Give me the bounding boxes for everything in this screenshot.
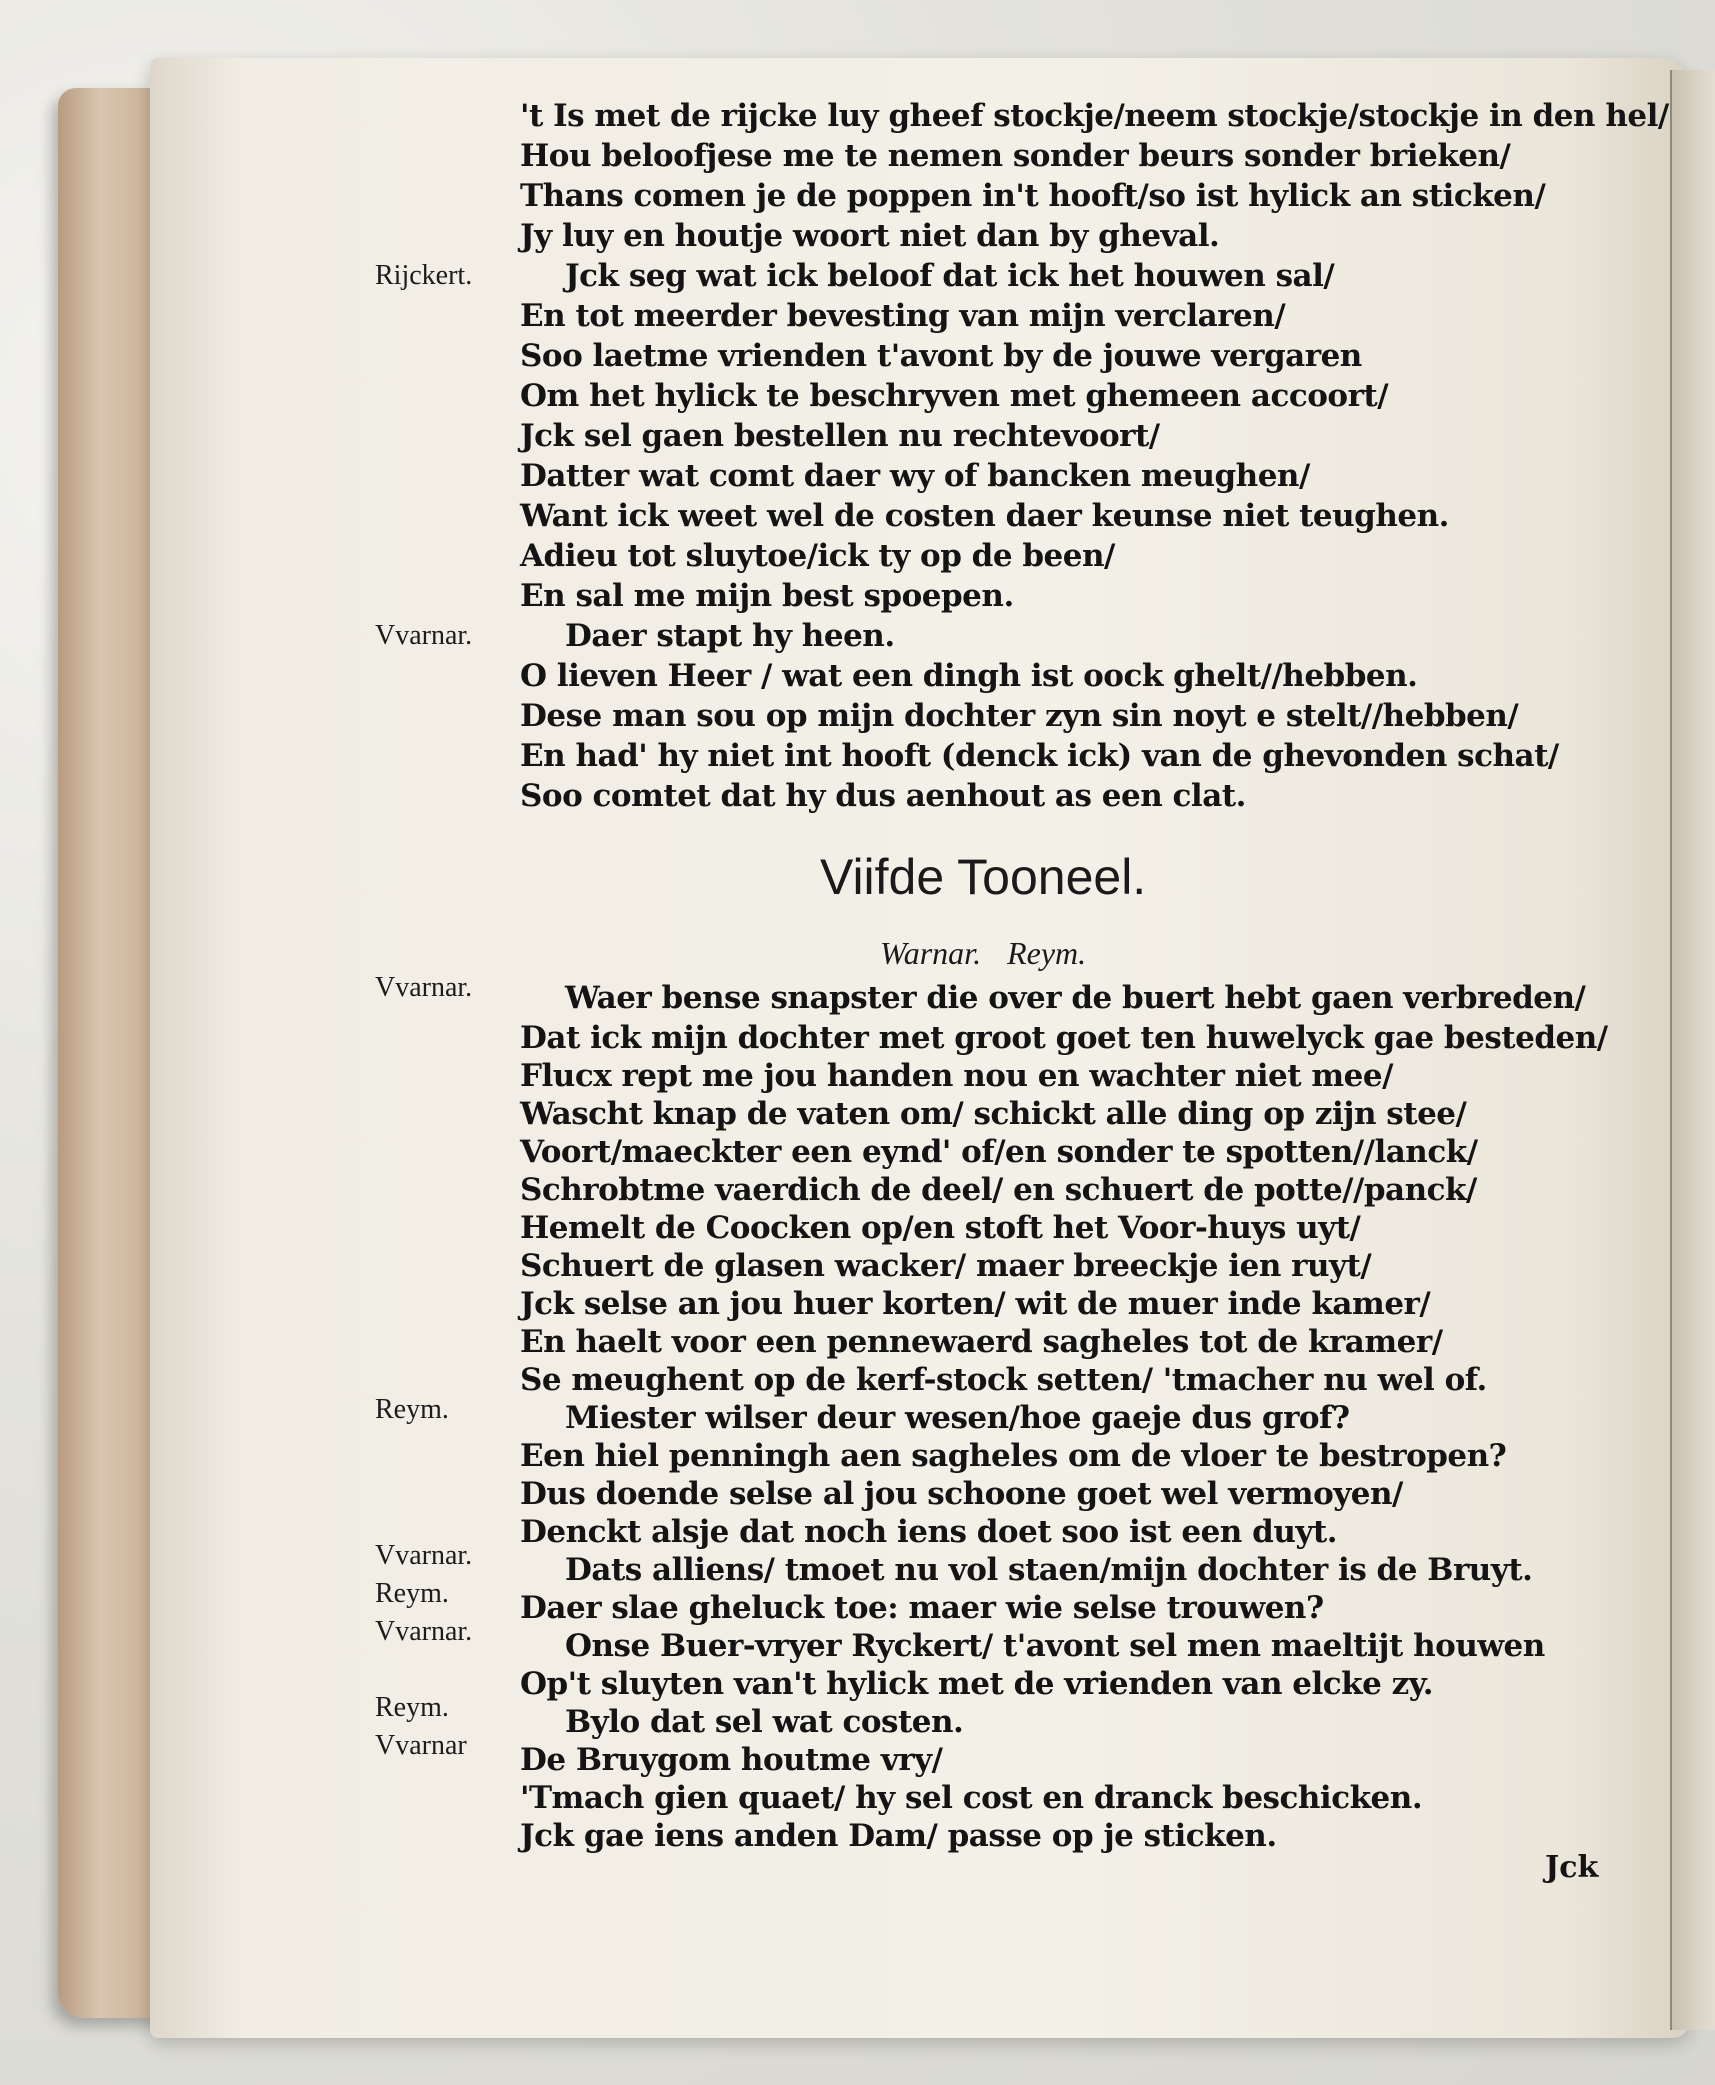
verse-line: Hemelt de Coocken op/en stoft het Voor-huys uyt/	[520, 1210, 1361, 1246]
verse-line: Bylo dat sel wat costen.	[565, 1704, 964, 1740]
verse-line: Schuert de glasen wacker/ maer breeckje ien ruyt/	[520, 1248, 1372, 1284]
verse-line: Want ick weet wel de costen daer keunse niet teughen.	[520, 498, 1449, 534]
verse-line: Daer stapt hy heen.	[565, 618, 895, 654]
speaker-label: Rijckert.	[375, 260, 473, 291]
verse-line: Jck seg wat ick beloof dat ick het houwen sal/	[565, 258, 1335, 294]
speaker-label: Vvarnar.	[375, 1540, 473, 1571]
verse-line: Hou beloofjese me te nemen sonder beurs sonder brieken/	[520, 138, 1511, 174]
verse-line: Dats alliens/ tmoet nu vol staen/mijn dochter is de Bruyt.	[565, 1552, 1533, 1588]
verse-line: Dat ick mijn dochter met groot goet ten huwelyck gae besteden/	[520, 1020, 1608, 1056]
verse-line: Schrobtme vaerdich de deel/ en schuert de potte//panck/	[520, 1172, 1477, 1208]
verse-line: De Bruygom houtme vry/	[520, 1742, 943, 1778]
verse-line: O lieven Heer / wat een dingh ist oock ghelt//hebben.	[520, 658, 1418, 694]
verse-line: Wascht knap de vaten om/ schickt alle ding op zijn stee/	[520, 1096, 1467, 1132]
scene-persons: Warnar. Reym.	[880, 935, 1087, 971]
verse-line: Adieu tot sluytoe/ick ty op de been/	[520, 538, 1115, 574]
facing-page-edge	[1670, 70, 1715, 2030]
speaker-label: Vvarnar.	[375, 972, 473, 1003]
catchword: Jck	[1545, 1850, 1599, 1885]
verse-line: Voort/maeckter een eynd' of/en sonder te spotten//lanck/	[520, 1134, 1478, 1170]
speaker-label: Reym.	[375, 1692, 449, 1723]
verse-line: Se meughent op de kerf-stock setten/ 'tmacher nu wel of.	[520, 1362, 1487, 1398]
verse-line: Jck sel gaen bestellen nu rechtevoort/	[520, 418, 1160, 454]
scene-heading: Viifde Tooneel.	[820, 849, 1147, 905]
verse-line: Onse Buer-vryer Ryckert/ t'avont sel men maeltijt houwen	[565, 1628, 1545, 1664]
verse-line: En tot meerder bevesting van mijn verclaren/	[520, 298, 1286, 334]
verse-line: Jck gae iens anden Dam/ passe op je sticken.	[520, 1818, 1277, 1854]
verse-line: Jck selse an jou huer korten/ wit de muer inde kamer/	[520, 1286, 1431, 1322]
speaker-label: Vvarnar.	[375, 1616, 473, 1647]
verse-line: Dus doende selse al jou schoone goet wel vermoyen/	[520, 1476, 1403, 1512]
speaker-label: Reym.	[375, 1394, 449, 1425]
speaker-label: Vvarnar.	[375, 620, 473, 651]
verse-line: 'Tmach gien quaet/ hy sel cost en dranck beschicken.	[520, 1780, 1423, 1816]
verse-line: Op't sluyten van't hylick met de vrienden van elcke zy.	[520, 1666, 1434, 1702]
verse-line: Flucx rept me jou handen nou en wachter niet mee/	[520, 1058, 1393, 1094]
verse-line: Thans comen je de poppen in't hooft/so ist hylick an sticken/	[520, 178, 1546, 214]
verse-line: Datter wat comt daer wy of bancken meughen/	[520, 458, 1310, 494]
verse-line: Soo comtet dat hy dus aenhout as een clat.	[520, 778, 1246, 814]
verse-line: Dese man sou op mijn dochter zyn sin noyt e stelt//hebben/	[520, 698, 1519, 734]
verse-line: Daer slae gheluck toe: maer wie selse trouwen?	[520, 1590, 1324, 1626]
verse-line: En had' hy niet int hooft (denck ick) van de ghevonden schat/	[520, 738, 1559, 774]
verse-line: En haelt voor een pennewaerd sagheles tot de kramer/	[520, 1324, 1443, 1360]
speaker-label: Reym.	[375, 1578, 449, 1609]
verse-line: En sal me mijn best spoepen.	[520, 578, 1014, 614]
verse-line: Jy luy en houtje woort niet dan by gheval.	[520, 218, 1220, 254]
verse-line: Soo laetme vrienden t'avont by de jouwe vergaren	[520, 338, 1362, 374]
verse-line: Een hiel penningh aen sagheles om de vloer te bestropen?	[520, 1438, 1507, 1474]
verse-line: 't Is met de rijcke luy gheef stockje/neem stockje/stockje in den hel/	[520, 98, 1669, 134]
verse-line: Waer bense snapster die over de buert hebt gaen verbreden/	[565, 980, 1586, 1016]
speaker-label: Vvarnar	[375, 1730, 467, 1761]
verse-line: Denckt alsje dat noch iens doet soo ist een duyt.	[520, 1514, 1337, 1550]
verse-line: Om het hylick te beschryven met ghemeen accoort/	[520, 378, 1389, 414]
verse-line: Miester wilser deur wesen/hoe gaeje dus grof?	[565, 1400, 1350, 1436]
